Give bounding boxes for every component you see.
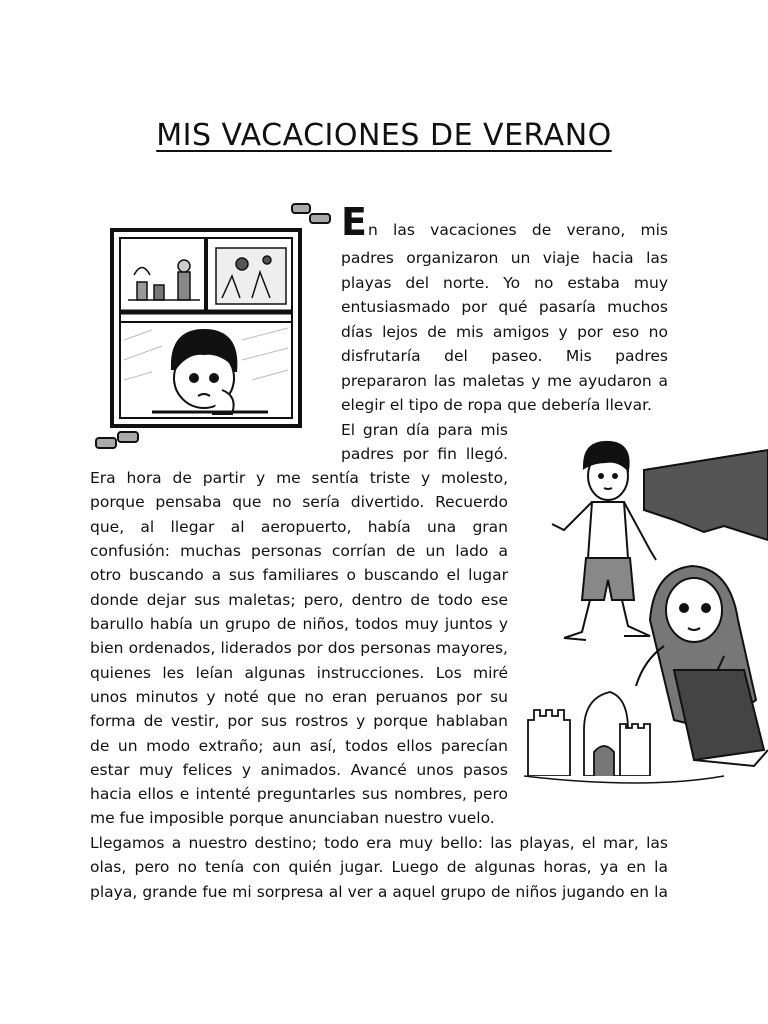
text-line: porque pensaba que no sería divertido. Recuerdo xyxy=(90,493,508,511)
text-line: n las vacaciones de verano, mis xyxy=(368,221,668,239)
boy-at-window-illustration xyxy=(92,200,332,455)
text-line: días lejos de mis amigos y por eso no xyxy=(341,323,668,341)
text-line: de un modo extraño; aun así, todos ellos parecían xyxy=(90,737,508,755)
text-line: prepararon las maletas y me ayudaron a xyxy=(341,372,668,390)
text-line: donde dejar sus maletas; pero, dentro de todo ese xyxy=(90,591,508,609)
text-line: hacia ellos e intenté preguntarles sus nombres, pero xyxy=(90,785,508,803)
text-line: Llegamos a nuestro destino; todo era muy bello: las playas, el mar, las xyxy=(90,834,668,852)
text-line: confusión: muchas personas corrían de un lado a xyxy=(90,542,508,560)
drop-cap: E xyxy=(341,200,367,244)
text-line: forma de vestir, por sus rostros y porque hablaban xyxy=(90,712,508,730)
text-line: bien ordenados, liderados por dos personas mayores, xyxy=(90,639,508,657)
text-line: otro buscando a sus familiares o buscando el lugar xyxy=(90,566,508,584)
children-sandcastle-illustration xyxy=(524,430,768,802)
text-line: quienes les leían algunas instrucciones. Los miré xyxy=(90,664,508,682)
text-line: El gran día para mis xyxy=(341,421,508,439)
text-line: Era hora de partir y me sentía triste y molesto, xyxy=(90,469,508,487)
text-line: elegir el tipo de ropa que debería llevar. xyxy=(341,396,652,414)
text-line: que, al llegar al aeropuerto, había una gran xyxy=(90,518,508,536)
text-line: barullo había un grupo de niños, todos muy juntos y xyxy=(90,615,508,633)
text-line: me fue imposible porque anunciaban nuestro vuelo. xyxy=(90,809,495,827)
text-line: playa, grande fue mi sorpresa al ver a aquel grupo de niños jugando en la xyxy=(90,883,668,901)
text-line: entusiasmado por qué pasaría muchos xyxy=(341,298,668,316)
text-line: padres por fin llegó. xyxy=(341,445,508,463)
text-line: padres organizaron un viaje hacia las xyxy=(341,249,668,267)
page-title: MIS VACACIONES DE VERANO xyxy=(156,118,612,153)
text-line: olas, pero no tenía con quién jugar. Luego de algunas horas, ya en la xyxy=(90,858,668,876)
text-line: disfrutaría del paseo. Mis padres xyxy=(341,347,668,365)
text-line: estar muy felices y animados. Avancé unos pasos xyxy=(90,761,508,779)
text-line: playas del norte. Yo no estaba muy xyxy=(341,274,668,292)
text-line: unos minutos y noté que no eran peruanos por su xyxy=(90,688,508,706)
